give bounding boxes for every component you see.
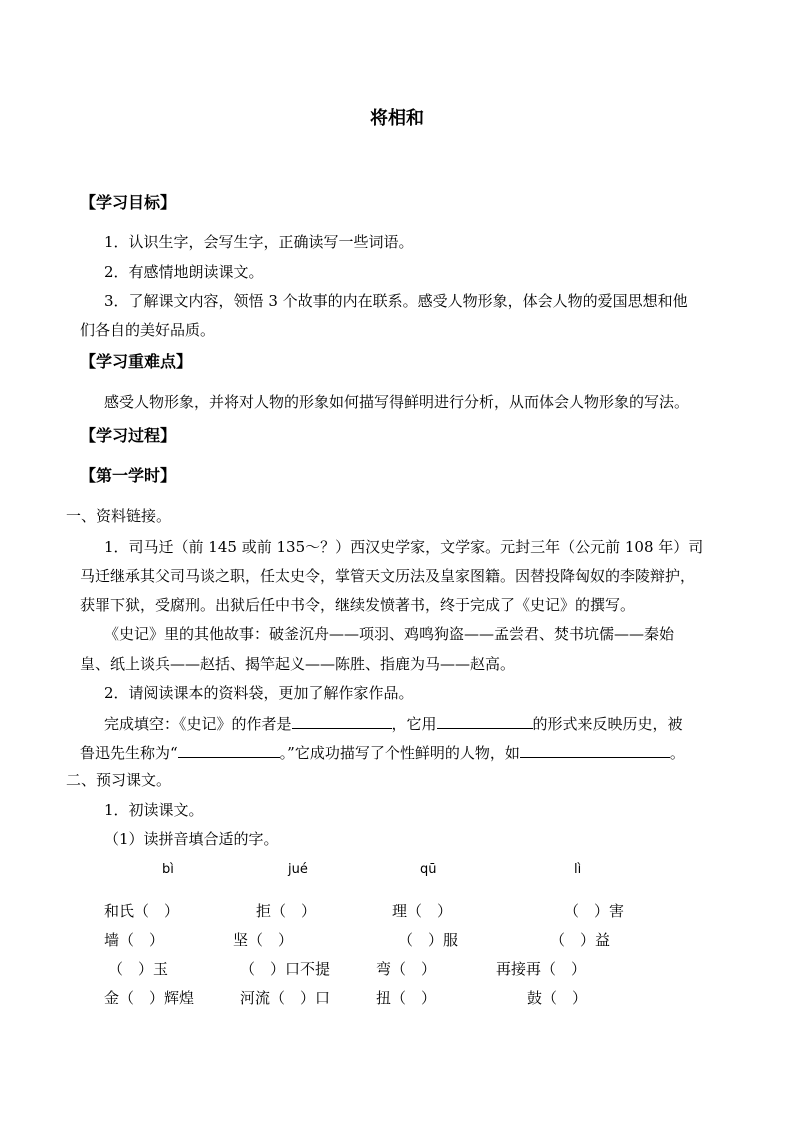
goals-heading: 【学习目标】: [80, 193, 177, 212]
goal-item: 2．有感情地朗读课文。: [104, 263, 264, 281]
fill-text: ，它用: [391, 715, 437, 733]
fill-line-2: [80, 741, 685, 763]
word-item: 弯（ ）: [376, 960, 437, 978]
word-item: 坚（ ）: [233, 931, 294, 949]
paragraph-line: 马迁继承其父司马谈之职，任太史令，掌管天文历法及皇家图籍。因替投降匈奴的李陵辩护，: [80, 567, 696, 585]
word-item: 扭（ ）: [376, 989, 437, 1007]
fill-text: 。: [669, 744, 685, 762]
fill-blank-praise[interactable]: [178, 741, 280, 758]
word-item: 墙（ ）: [104, 931, 165, 949]
word-item: （ ）害: [564, 902, 625, 920]
sub-heading: 1．初读课文。: [104, 801, 204, 819]
fill-text: 完成填空：《史记》的作者是: [104, 715, 292, 733]
pinyin-label: qū: [420, 862, 437, 877]
word-item: （ ）益: [550, 931, 611, 949]
word-item: 再接再（ ）: [496, 960, 587, 978]
process-heading: 【学习过程】: [80, 426, 177, 445]
word-item: （ ）玉: [108, 960, 169, 978]
page-title: 将相和: [370, 108, 424, 129]
word-item: 鼓（ ）: [527, 989, 588, 1007]
period-heading: 【第一学时】: [80, 466, 177, 485]
goal-item: 1．认识生字，会写生字，正确读写一些词语。: [104, 233, 414, 251]
pinyin-label: bì: [162, 862, 174, 877]
paragraph-line: 1．司马迁（前 145 或前 135～？）西汉史学家，文学家。元封三年（公元前 108 年）司: [104, 538, 704, 556]
word-item: （ ）服: [398, 931, 459, 949]
word-item: 拒（ ）: [256, 902, 317, 920]
word-item: （ ）口不提: [240, 960, 331, 978]
paragraph-line: 2．请阅读课本的资料袋，更加了解作家作品。: [104, 684, 414, 702]
pinyin-label: jué: [288, 862, 308, 877]
fill-blank-examples[interactable]: [520, 741, 670, 758]
word-item: 理（ ）: [392, 902, 453, 920]
fill-text: 鲁迅先生称为“: [80, 744, 178, 762]
goal-item: 3．了解课文内容，领悟 3 个故事的内在联系。感受人物形象，体会人物的爱国思想和他: [104, 292, 688, 310]
word-item: 河流（ ）口: [240, 989, 331, 1007]
fill-text: 。”它成功描写了个性鲜明的人物，如: [279, 744, 520, 762]
key-heading: 【学习重难点】: [80, 352, 193, 371]
fill-blank-author[interactable]: [292, 712, 392, 729]
word-item: 和氏（ ）: [104, 902, 180, 920]
goal-item-continued: 们各自的美好品质。: [80, 321, 216, 339]
paragraph-line: 获罪下狱，受腐刑。出狱后任中书令，继续发愤著书，终于完成了《史记》的撰写。: [80, 596, 636, 614]
paragraph-line: 《史记》里的其他故事：破釜沉舟——项羽、鸡鸣狗盗——孟尝君、焚书坑儒——秦始: [104, 625, 675, 643]
key-text: 感受人物形象，并将对人物的形象如何描写得鲜明进行分析，从而体会人物形象的写法。: [104, 393, 690, 411]
fill-line-1: [104, 712, 683, 734]
fill-text: 的形式来反映历史，被: [532, 715, 683, 733]
paragraph-line: 皇、纸上谈兵——赵括、揭竿起义——陈胜、指鹿为马——赵高。: [80, 655, 516, 673]
fill-blank-form[interactable]: [437, 712, 533, 729]
part1-heading: 一、资料链接。: [66, 507, 172, 525]
sub-heading: （1）读拼音填合适的字。: [104, 830, 279, 848]
part2-heading: 二、预习课文。: [66, 771, 172, 789]
word-item: 金（ ）辉煌: [104, 989, 195, 1007]
pinyin-label: lì: [574, 862, 582, 877]
